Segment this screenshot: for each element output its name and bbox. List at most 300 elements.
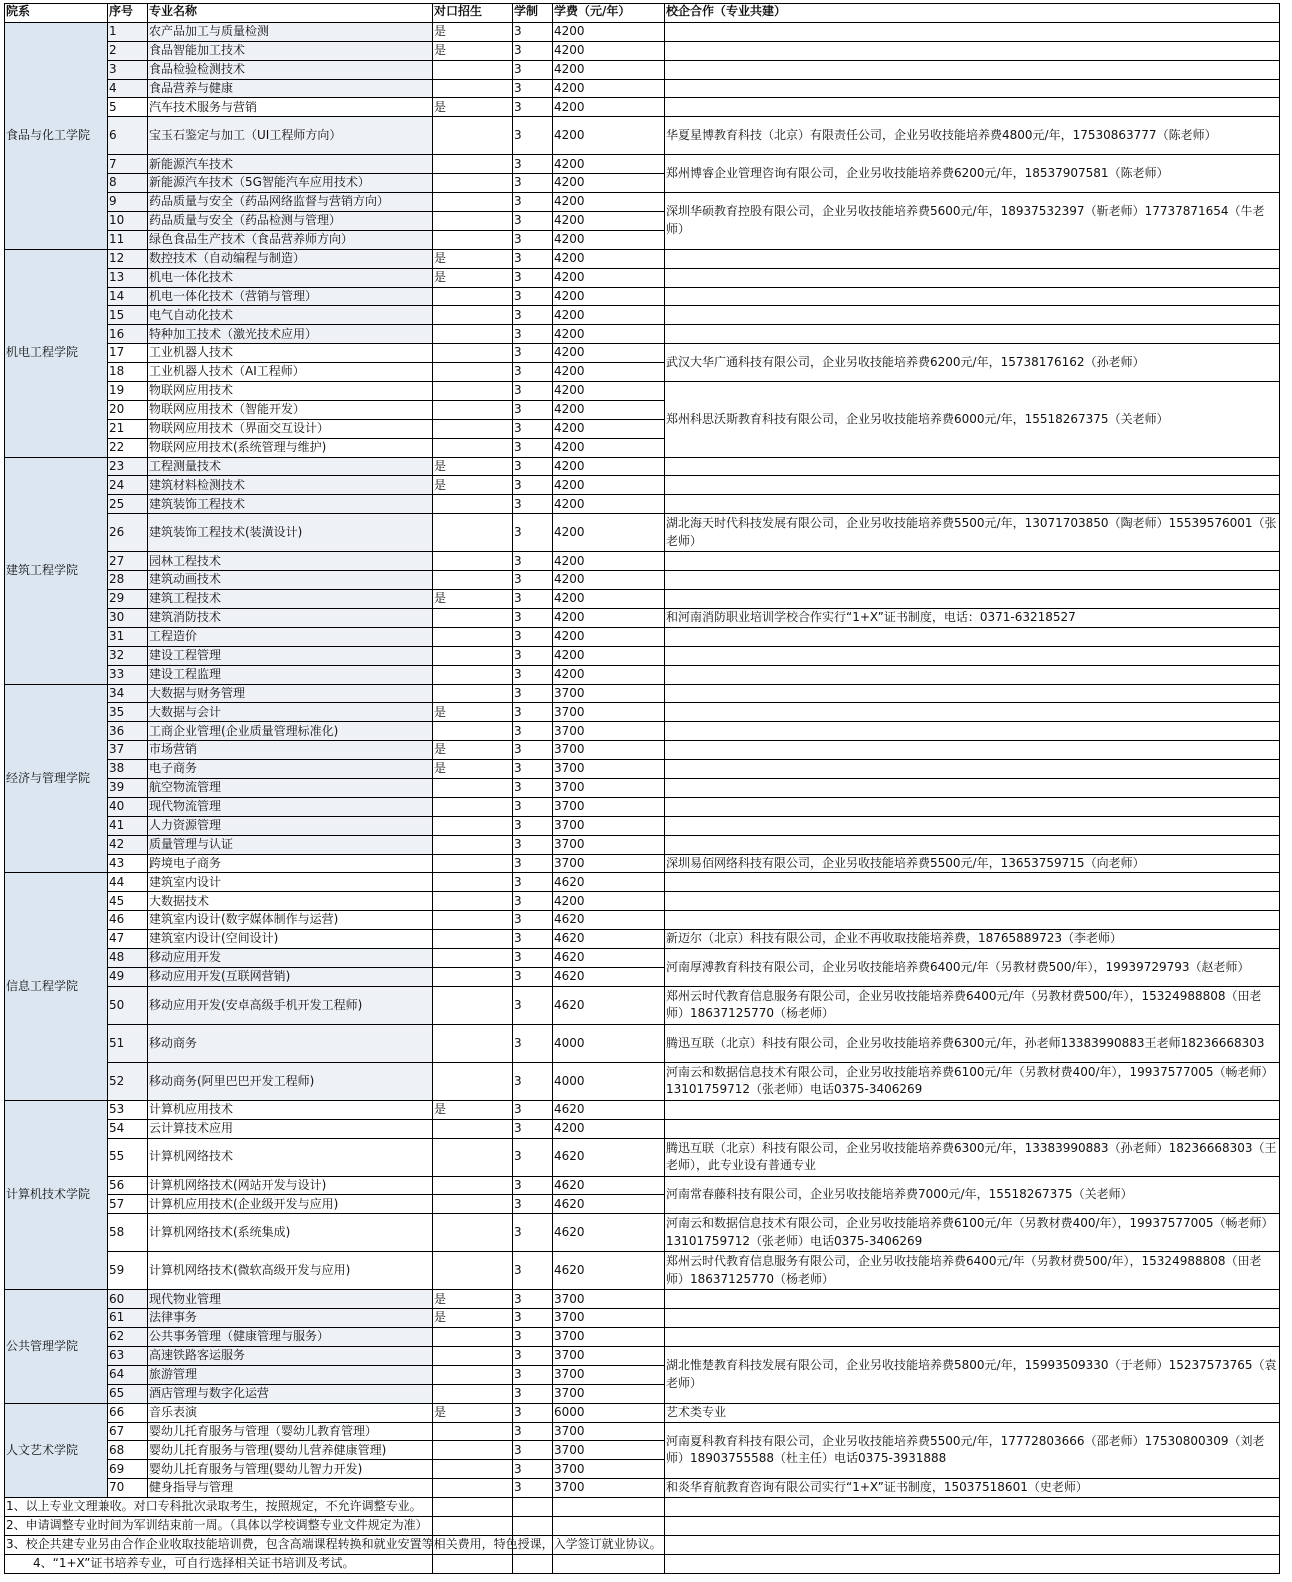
vocational-flag bbox=[433, 1441, 513, 1460]
tuition-fee: 4200 bbox=[553, 571, 665, 590]
tuition-fee: 4620 bbox=[553, 986, 665, 1024]
study-years: 3 bbox=[513, 344, 553, 363]
department-name: 建筑工程学院 bbox=[5, 457, 108, 684]
major-number: 2 bbox=[108, 41, 148, 60]
major-number: 12 bbox=[108, 249, 148, 268]
vocational-flag bbox=[433, 911, 513, 930]
cooperation-empty bbox=[665, 760, 1280, 779]
table-row bbox=[5, 911, 1280, 930]
table-row bbox=[5, 608, 1280, 627]
major-number: 70 bbox=[108, 1479, 148, 1498]
cooperation-info: 华夏星博教育科技（北京）有限责任公司，企业另收技能培养费4800元/年，17530863777（陈老师） bbox=[665, 117, 1280, 155]
major-number: 5 bbox=[108, 98, 148, 117]
major-number: 53 bbox=[108, 1100, 148, 1119]
major-name: 法律事务 bbox=[148, 1309, 433, 1328]
major-number: 16 bbox=[108, 325, 148, 344]
table-row bbox=[5, 552, 1280, 571]
table-row bbox=[5, 590, 1280, 609]
cooperation-info: 河南云和数据信息技术有限公司，企业另收技能培养费6100元/年（另教材费400/年），19937577005（畅老师）13101759712（张老师）电话0375-3406269 bbox=[665, 1062, 1280, 1100]
tuition-fee: 4620 bbox=[553, 1100, 665, 1119]
study-years: 3 bbox=[513, 986, 553, 1024]
major-number: 50 bbox=[108, 986, 148, 1024]
major-name: 工业机器人技术 bbox=[148, 344, 433, 363]
vocational-flag: 是 bbox=[433, 760, 513, 779]
table-row bbox=[5, 797, 1280, 816]
study-years: 3 bbox=[513, 476, 553, 495]
major-name: 公共事务管理（健康管理与服务） bbox=[148, 1328, 433, 1347]
table-row bbox=[5, 1479, 1280, 1498]
table-row bbox=[5, 722, 1280, 741]
vocational-flag bbox=[433, 1365, 513, 1384]
study-years: 3 bbox=[513, 1252, 553, 1290]
tuition-fee: 4200 bbox=[553, 476, 665, 495]
vocational-flag bbox=[433, 1119, 513, 1138]
major-name: 工程造价 bbox=[148, 627, 433, 646]
major-number: 56 bbox=[108, 1176, 148, 1195]
vocational-flag: 是 bbox=[433, 590, 513, 609]
tuition-fee: 3700 bbox=[553, 1479, 665, 1498]
cooperation-info: 郑州云时代教育信息服务有限公司，企业另收技能培养费6400元/年（另教材费500/年），15324988808（田老师）18637125770（杨老师） bbox=[665, 1252, 1280, 1290]
major-name: 婴幼儿托育服务与管理（婴幼儿教育管理） bbox=[148, 1422, 433, 1441]
cooperation-info: 深圳华硕教育控股有限公司，企业另收技能培养费5600元/年，18937532397（靳老师）17737871654（牛老师） bbox=[665, 193, 1280, 250]
major-name: 大数据与会计 bbox=[148, 703, 433, 722]
table-row bbox=[5, 1176, 1280, 1195]
tuition-fee: 3700 bbox=[553, 1422, 665, 1441]
table-row bbox=[5, 1100, 1280, 1119]
vocational-flag bbox=[433, 230, 513, 249]
tuition-fee: 3700 bbox=[553, 684, 665, 703]
table-row bbox=[5, 835, 1280, 854]
major-number: 66 bbox=[108, 1403, 148, 1422]
major-number: 68 bbox=[108, 1441, 148, 1460]
study-years: 3 bbox=[513, 741, 553, 760]
major-number: 3 bbox=[108, 60, 148, 79]
major-number: 39 bbox=[108, 778, 148, 797]
study-years: 3 bbox=[513, 1346, 553, 1365]
tuition-fee: 4200 bbox=[553, 665, 665, 684]
cooperation-empty bbox=[665, 646, 1280, 665]
major-name: 大数据技术 bbox=[148, 892, 433, 911]
table-row bbox=[5, 193, 1280, 212]
major-number: 38 bbox=[108, 760, 148, 779]
table-row bbox=[5, 98, 1280, 117]
note-empty-cell bbox=[665, 1554, 1280, 1573]
cooperation-empty bbox=[665, 1290, 1280, 1309]
tuition-fee: 3700 bbox=[553, 703, 665, 722]
major-name: 计算机网络技术(网站开发与设计) bbox=[148, 1176, 433, 1195]
vocational-flag bbox=[433, 1176, 513, 1195]
major-number: 28 bbox=[108, 571, 148, 590]
vocational-flag: 是 bbox=[433, 741, 513, 760]
study-years: 3 bbox=[513, 1024, 553, 1062]
major-number: 32 bbox=[108, 646, 148, 665]
note-text: 2、申请调整专业时间为军训结束前一周。（具体以学校调整专业文件规定为准） bbox=[5, 1517, 433, 1536]
tuition-fee: 4200 bbox=[553, 287, 665, 306]
note-row bbox=[5, 1535, 1280, 1554]
tuition-fee: 4200 bbox=[553, 608, 665, 627]
table-row bbox=[5, 268, 1280, 287]
major-number: 17 bbox=[108, 344, 148, 363]
major-name: 新能源汽车技术（5G智能汽车应用技术） bbox=[148, 174, 433, 193]
note-text: 1、以上专业文理兼收。对口专科批次录取考生，按照规定，不允许调整专业。 bbox=[5, 1498, 433, 1517]
table-row bbox=[5, 571, 1280, 590]
table-row bbox=[5, 1252, 1280, 1290]
note-empty-cell bbox=[665, 1517, 1280, 1536]
vocational-flag bbox=[433, 892, 513, 911]
vocational-flag bbox=[433, 1195, 513, 1214]
major-number: 9 bbox=[108, 193, 148, 212]
tuition-fee: 4620 bbox=[553, 930, 665, 949]
table-row bbox=[5, 778, 1280, 797]
major-name: 工业机器人技术（AI工程师） bbox=[148, 363, 433, 382]
tuition-fee: 4200 bbox=[553, 382, 665, 401]
cooperation-info: 郑州科思沃斯教育科技有限公司，企业另收技能培养费6000元/年，15518267375（关老师） bbox=[665, 382, 1280, 458]
vocational-flag bbox=[433, 1384, 513, 1403]
major-number: 19 bbox=[108, 382, 148, 401]
vocational-flag bbox=[433, 174, 513, 193]
major-name: 酒店管理与数字化运营 bbox=[148, 1384, 433, 1403]
majors-table bbox=[4, 3, 1280, 1574]
department-name: 信息工程学院 bbox=[5, 873, 108, 1100]
major-number: 6 bbox=[108, 117, 148, 155]
vocational-flag bbox=[433, 193, 513, 212]
vocational-flag bbox=[433, 60, 513, 79]
table-row bbox=[5, 1346, 1280, 1365]
vocational-flag: 是 bbox=[433, 1403, 513, 1422]
major-number: 49 bbox=[108, 967, 148, 986]
tuition-fee: 4000 bbox=[553, 1062, 665, 1100]
study-years: 3 bbox=[513, 306, 553, 325]
table-row bbox=[5, 1309, 1280, 1328]
major-name: 现代物业管理 bbox=[148, 1290, 433, 1309]
vocational-flag bbox=[433, 986, 513, 1024]
major-name: 建设工程管理 bbox=[148, 646, 433, 665]
cooperation-empty bbox=[665, 41, 1280, 60]
major-number: 43 bbox=[108, 854, 148, 873]
tuition-fee: 3700 bbox=[553, 722, 665, 741]
vocational-flag bbox=[433, 967, 513, 986]
note-row bbox=[5, 1498, 1280, 1517]
tuition-fee: 3700 bbox=[553, 1328, 665, 1347]
major-number: 48 bbox=[108, 948, 148, 967]
major-number: 62 bbox=[108, 1328, 148, 1347]
study-years: 3 bbox=[513, 1422, 553, 1441]
major-number: 11 bbox=[108, 230, 148, 249]
study-years: 3 bbox=[513, 590, 553, 609]
cooperation-empty bbox=[665, 1119, 1280, 1138]
table-row bbox=[5, 948, 1280, 967]
vocational-flag bbox=[433, 835, 513, 854]
major-number: 35 bbox=[108, 703, 148, 722]
tuition-fee: 3700 bbox=[553, 741, 665, 760]
tuition-fee: 4200 bbox=[553, 363, 665, 382]
vocational-flag bbox=[433, 212, 513, 231]
header-cooperation: 校企合作（专业共建） bbox=[665, 4, 1280, 23]
cooperation-empty bbox=[665, 1309, 1280, 1328]
tuition-fee: 4200 bbox=[553, 230, 665, 249]
table-row bbox=[5, 930, 1280, 949]
vocational-flag bbox=[433, 797, 513, 816]
study-years: 3 bbox=[513, 646, 553, 665]
major-name: 电气自动化技术 bbox=[148, 306, 433, 325]
table-row bbox=[5, 892, 1280, 911]
table-row bbox=[5, 1422, 1280, 1441]
table-row bbox=[5, 1290, 1280, 1309]
table-row bbox=[5, 79, 1280, 98]
major-name: 工程测量技术 bbox=[148, 457, 433, 476]
tuition-fee: 4200 bbox=[553, 627, 665, 646]
tuition-fee: 3700 bbox=[553, 1309, 665, 1328]
vocational-flag: 是 bbox=[433, 41, 513, 60]
department-name: 经济与管理学院 bbox=[5, 684, 108, 873]
study-years: 3 bbox=[513, 967, 553, 986]
major-number: 67 bbox=[108, 1422, 148, 1441]
major-name: 机电一体化技术 bbox=[148, 268, 433, 287]
note-empty-cell bbox=[665, 1498, 1280, 1517]
major-name: 汽车技术服务与营销 bbox=[148, 98, 433, 117]
vocational-flag bbox=[433, 854, 513, 873]
cooperation-empty bbox=[665, 22, 1280, 41]
cooperation-info: 郑州云时代教育信息服务有限公司，企业另收技能培养费6400元/年（另教材费500/年），15324988808（田老师）18637125770（杨老师） bbox=[665, 986, 1280, 1024]
table-row bbox=[5, 155, 1280, 174]
major-number: 34 bbox=[108, 684, 148, 703]
cooperation-empty bbox=[665, 1328, 1280, 1347]
study-years: 3 bbox=[513, 325, 553, 344]
major-number: 41 bbox=[108, 816, 148, 835]
department-name: 机电工程学院 bbox=[5, 249, 108, 457]
study-years: 3 bbox=[513, 287, 553, 306]
major-name: 婴幼儿托育服务与管理(婴幼儿营养健康管理) bbox=[148, 1441, 433, 1460]
note-empty-cell bbox=[513, 1498, 553, 1517]
header-department: 院系 bbox=[5, 4, 108, 23]
note-row bbox=[5, 1554, 1280, 1573]
study-years: 3 bbox=[513, 1403, 553, 1422]
header-major: 专业名称 bbox=[148, 4, 433, 23]
tuition-fee: 4200 bbox=[553, 41, 665, 60]
cooperation-info: 和河南消防职业培训学校合作实行“1+X”证书制度，电话：0371-63218527 bbox=[665, 608, 1280, 627]
major-number: 8 bbox=[108, 174, 148, 193]
table-row bbox=[5, 816, 1280, 835]
major-number: 45 bbox=[108, 892, 148, 911]
study-years: 3 bbox=[513, 1062, 553, 1100]
cooperation-info: 河南常春藤科技有限公司，企业另收技能培养费7000元/年，15518267375（关老师） bbox=[665, 1176, 1280, 1214]
table-row bbox=[5, 1062, 1280, 1100]
major-number: 13 bbox=[108, 268, 148, 287]
major-name: 电子商务 bbox=[148, 760, 433, 779]
major-name: 食品智能加工技术 bbox=[148, 41, 433, 60]
tuition-fee: 3700 bbox=[553, 854, 665, 873]
note-empty-cell bbox=[433, 1554, 513, 1573]
vocational-flag bbox=[433, 665, 513, 684]
major-name: 建筑材料检测技术 bbox=[148, 476, 433, 495]
tuition-fee: 4200 bbox=[553, 22, 665, 41]
study-years: 3 bbox=[513, 892, 553, 911]
major-name: 食品营养与健康 bbox=[148, 79, 433, 98]
cooperation-empty bbox=[665, 571, 1280, 590]
table-row bbox=[5, 1403, 1280, 1422]
note-row bbox=[5, 1517, 1280, 1536]
cooperation-info: 深圳易佰网络科技有限公司，企业另收技能培养费5500元/年，13653759715（向老师） bbox=[665, 854, 1280, 873]
cooperation-info: 河南厚溥教育科技有限公司，企业另收技能培养费6400元/年（另教材费500/年），19939729793（赵老师） bbox=[665, 948, 1280, 986]
study-years: 3 bbox=[513, 98, 553, 117]
major-name: 现代物流管理 bbox=[148, 797, 433, 816]
study-years: 3 bbox=[513, 930, 553, 949]
cooperation-empty bbox=[665, 797, 1280, 816]
vocational-flag: 是 bbox=[433, 703, 513, 722]
study-years: 3 bbox=[513, 382, 553, 401]
vocational-flag bbox=[433, 514, 513, 552]
table-row bbox=[5, 627, 1280, 646]
cooperation-info: 武汉大华广通科技有限公司，企业另收技能培养费6200元/年，15738176162（孙老师） bbox=[665, 344, 1280, 382]
vocational-flag bbox=[433, 1422, 513, 1441]
tuition-fee: 4000 bbox=[553, 1024, 665, 1062]
study-years: 3 bbox=[513, 1214, 553, 1252]
major-number: 64 bbox=[108, 1365, 148, 1384]
cooperation-info: 新迈尔（北京）科技有限公司，企业不再收取技能培养费，18765889723（李老师） bbox=[665, 930, 1280, 949]
vocational-flag bbox=[433, 363, 513, 382]
study-years: 3 bbox=[513, 778, 553, 797]
tuition-fee: 3700 bbox=[553, 1460, 665, 1479]
header-number: 序号 bbox=[108, 4, 148, 23]
major-number: 37 bbox=[108, 741, 148, 760]
major-name: 物联网应用技术（智能开发） bbox=[148, 400, 433, 419]
major-number: 4 bbox=[108, 79, 148, 98]
table-row bbox=[5, 1024, 1280, 1062]
tuition-fee: 3700 bbox=[553, 835, 665, 854]
tuition-fee: 4620 bbox=[553, 1176, 665, 1195]
vocational-flag bbox=[433, 155, 513, 174]
major-number: 15 bbox=[108, 306, 148, 325]
table-row bbox=[5, 117, 1280, 155]
study-years: 3 bbox=[513, 117, 553, 155]
study-years: 3 bbox=[513, 174, 553, 193]
study-years: 3 bbox=[513, 60, 553, 79]
tuition-fee: 4200 bbox=[553, 457, 665, 476]
major-name: 移动应用开发(互联网营销) bbox=[148, 967, 433, 986]
department-name: 人文艺术学院 bbox=[5, 1403, 108, 1497]
cooperation-empty bbox=[665, 476, 1280, 495]
vocational-flag bbox=[433, 117, 513, 155]
study-years: 3 bbox=[513, 1119, 553, 1138]
major-number: 22 bbox=[108, 438, 148, 457]
study-years: 3 bbox=[513, 41, 553, 60]
cooperation-info: 河南云和数据信息技术有限公司，企业另收技能培养费6100元/年（另教材费400/年），19937577005（畅老师）13101759712（张老师）电话0375-3406269 bbox=[665, 1214, 1280, 1252]
major-number: 44 bbox=[108, 873, 148, 892]
study-years: 3 bbox=[513, 816, 553, 835]
tuition-fee: 4620 bbox=[553, 1214, 665, 1252]
major-name: 建筑装饰工程技术(装潢设计) bbox=[148, 514, 433, 552]
vocational-flag bbox=[433, 1214, 513, 1252]
major-name: 特种加工技术（激光技术应用） bbox=[148, 325, 433, 344]
major-name: 移动商务(阿里巴巴开发工程师) bbox=[148, 1062, 433, 1100]
cooperation-empty bbox=[665, 703, 1280, 722]
vocational-flag bbox=[433, 1024, 513, 1062]
table-row bbox=[5, 60, 1280, 79]
table-row bbox=[5, 986, 1280, 1024]
vocational-flag bbox=[433, 438, 513, 457]
vocational-flag bbox=[433, 646, 513, 665]
major-name: 建筑室内设计(空间设计) bbox=[148, 930, 433, 949]
note-empty-cell bbox=[513, 1517, 553, 1536]
major-number: 55 bbox=[108, 1138, 148, 1176]
tuition-fee: 3700 bbox=[553, 816, 665, 835]
table-row bbox=[5, 22, 1280, 41]
vocational-flag bbox=[433, 816, 513, 835]
vocational-flag: 是 bbox=[433, 457, 513, 476]
major-number: 31 bbox=[108, 627, 148, 646]
table-row bbox=[5, 287, 1280, 306]
tuition-fee: 4200 bbox=[553, 79, 665, 98]
major-name: 人力资源管理 bbox=[148, 816, 433, 835]
cooperation-empty bbox=[665, 79, 1280, 98]
vocational-flag bbox=[433, 287, 513, 306]
tuition-fee: 3700 bbox=[553, 797, 665, 816]
tuition-fee: 4620 bbox=[553, 1138, 665, 1176]
study-years: 3 bbox=[513, 1384, 553, 1403]
tuition-fee: 4200 bbox=[553, 344, 665, 363]
table-row bbox=[5, 325, 1280, 344]
tuition-fee: 3700 bbox=[553, 778, 665, 797]
vocational-flag bbox=[433, 608, 513, 627]
cooperation-empty bbox=[665, 306, 1280, 325]
major-number: 33 bbox=[108, 665, 148, 684]
tuition-fee: 3700 bbox=[553, 1365, 665, 1384]
vocational-flag: 是 bbox=[433, 1309, 513, 1328]
study-years: 3 bbox=[513, 797, 553, 816]
tuition-fee: 6000 bbox=[553, 1403, 665, 1422]
major-name: 婴幼儿托育服务与管理(婴幼儿智力开发) bbox=[148, 1460, 433, 1479]
table-row bbox=[5, 703, 1280, 722]
major-name: 物联网应用技术(系统管理与维护) bbox=[148, 438, 433, 457]
header-vocational: 对口招生 bbox=[433, 4, 513, 23]
cooperation-empty bbox=[665, 495, 1280, 514]
major-number: 69 bbox=[108, 1460, 148, 1479]
study-years: 3 bbox=[513, 249, 553, 268]
study-years: 3 bbox=[513, 703, 553, 722]
vocational-flag bbox=[433, 344, 513, 363]
vocational-flag: 是 bbox=[433, 1100, 513, 1119]
table-row bbox=[5, 741, 1280, 760]
tuition-fee: 4200 bbox=[553, 552, 665, 571]
major-name: 新能源汽车技术 bbox=[148, 155, 433, 174]
major-name: 药品质量与安全（药品网络监督与营销方向） bbox=[148, 193, 433, 212]
major-name: 健身指导与管理 bbox=[148, 1479, 433, 1498]
study-years: 3 bbox=[513, 1100, 553, 1119]
table-row bbox=[5, 665, 1280, 684]
tuition-fee: 4200 bbox=[553, 212, 665, 231]
table-row bbox=[5, 684, 1280, 703]
cooperation-empty bbox=[665, 552, 1280, 571]
major-name: 建筑室内设计(数字媒体制作与运营) bbox=[148, 911, 433, 930]
vocational-flag bbox=[433, 400, 513, 419]
major-number: 23 bbox=[108, 457, 148, 476]
tuition-fee: 4200 bbox=[553, 98, 665, 117]
major-name: 计算机网络技术 bbox=[148, 1138, 433, 1176]
major-name: 物联网应用技术 bbox=[148, 382, 433, 401]
tuition-fee: 4200 bbox=[553, 193, 665, 212]
header-duration: 学制 bbox=[513, 4, 553, 23]
major-name: 建筑动画技术 bbox=[148, 571, 433, 590]
study-years: 3 bbox=[513, 438, 553, 457]
cooperation-empty bbox=[665, 684, 1280, 703]
major-name: 移动应用开发(安卓高级手机开发工程师) bbox=[148, 986, 433, 1024]
table-row bbox=[5, 344, 1280, 363]
major-name: 高速铁路客运服务 bbox=[148, 1346, 433, 1365]
table-row bbox=[5, 1119, 1280, 1138]
study-years: 3 bbox=[513, 760, 553, 779]
study-years: 3 bbox=[513, 1309, 553, 1328]
tuition-fee: 4620 bbox=[553, 873, 665, 892]
